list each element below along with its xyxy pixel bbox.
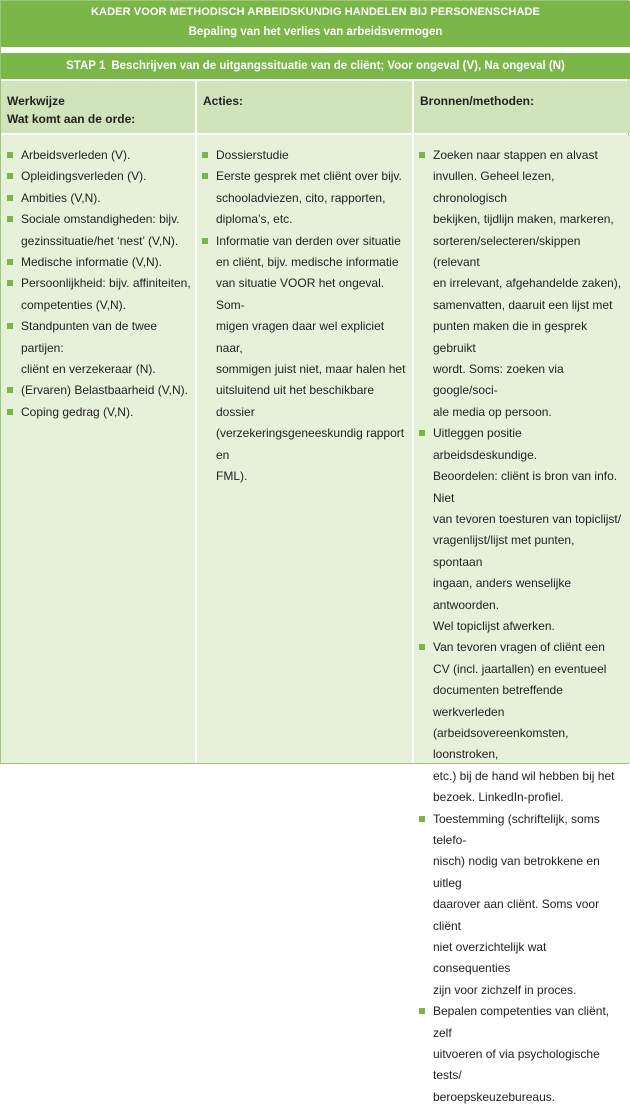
list-item-line: Arbeidsverleden (V). bbox=[21, 148, 131, 162]
list-item-line: Wel topiclijst afwerken. bbox=[433, 618, 555, 633]
bronnen-list bbox=[419, 145, 626, 1108]
list-item-line: ale media op persoon. bbox=[433, 404, 552, 419]
column-header-bronnen bbox=[414, 81, 630, 133]
column-body-werkwijze bbox=[1, 135, 195, 763]
bullet-square-icon bbox=[419, 644, 425, 650]
step-number: STAP 1 bbox=[66, 60, 106, 72]
column-body-bronnen bbox=[414, 135, 630, 1104]
list-item-line: Eerste gesprek met cliënt over bijv. bbox=[216, 169, 402, 184]
list-item-line: bezoek. LinkedIn-profiel. bbox=[433, 790, 564, 805]
list-item-line: en irrelevant, afgehandelde zaken), bbox=[433, 276, 622, 291]
list-item bbox=[7, 145, 191, 166]
list-item bbox=[7, 273, 191, 316]
bronnen-heading: Bronnen/methoden: bbox=[420, 94, 534, 108]
list-item-line: Uitleggen positie arbeidsdeskundige. bbox=[433, 426, 538, 462]
list-item-line: zijn voor zichzelf in proces. bbox=[433, 982, 577, 997]
column-divider bbox=[412, 81, 414, 763]
table-subtitle: Bepaling van het verlies van arbeidsvermogen bbox=[188, 26, 443, 38]
list-item-line: Ambities (V,N). bbox=[21, 190, 101, 205]
bullet-square-icon bbox=[419, 1008, 425, 1014]
table-header bbox=[1, 1, 630, 47]
list-item-line: cliënt en verzekeraar (N). bbox=[21, 362, 156, 377]
list-item bbox=[7, 380, 191, 401]
list-item bbox=[7, 252, 191, 273]
column-divider bbox=[195, 81, 197, 763]
list-item-line: niet overzichtelijk wat consequenties bbox=[433, 940, 547, 976]
list-item bbox=[202, 231, 408, 488]
list-item bbox=[202, 166, 408, 230]
list-item bbox=[419, 809, 626, 1002]
list-item-line: en cliënt, bijv. medische informatie bbox=[216, 255, 399, 270]
bullet-square-icon bbox=[419, 152, 425, 158]
list-item-line: Informatie van derden over situatie bbox=[216, 233, 401, 248]
list-item-line: schooladviezen, cito, rapporten, bbox=[216, 190, 386, 205]
list-item-line: competenties (V,N). bbox=[21, 297, 126, 312]
bullet-square-icon bbox=[419, 430, 425, 436]
column-header-werkwijze bbox=[1, 81, 195, 133]
list-item-line: migen vragen daar wel expliciet naar, bbox=[216, 319, 385, 355]
list-item-line: ingaan, anders wenselijke antwoorden. bbox=[433, 576, 572, 612]
werkwijze-list bbox=[7, 145, 191, 423]
list-item-line: daarover aan cliënt. Soms voor cliënt bbox=[433, 897, 600, 933]
list-item bbox=[419, 423, 626, 637]
list-item bbox=[419, 1001, 626, 1108]
list-item bbox=[7, 166, 191, 187]
list-item-line: uitsluitend uit het beschikbare dossier bbox=[216, 383, 375, 419]
list-item-line: uitvoeren of via psychologische tests/ bbox=[433, 1047, 600, 1083]
bullet-square-icon bbox=[7, 280, 13, 286]
bullet-square-icon bbox=[202, 152, 208, 158]
list-item-line: van situatie VOOR het ongeval. Som- bbox=[216, 276, 385, 312]
list-item bbox=[7, 402, 191, 423]
acties-list bbox=[202, 145, 408, 488]
list-item-line: Beoordelen: cliënt is bron van info. Niet bbox=[433, 469, 618, 505]
list-item-line: invullen. Geheel lezen, chronologisch bbox=[433, 169, 555, 205]
bullet-square-icon bbox=[7, 216, 13, 222]
step-title: Beschrijven van de uitgangssituatie van de cliënt; Voor ongeval (V), Na ongeval (N) bbox=[111, 60, 565, 72]
list-item-line: beroepskeuzebureaus. bbox=[433, 1089, 556, 1104]
list-item-line: vragenlijst/lijst met punten, spontaan bbox=[433, 533, 575, 569]
list-item-line: etc.) bij de hand wil hebben bij het bbox=[433, 768, 615, 783]
bullet-square-icon bbox=[202, 173, 208, 179]
bullet-square-icon bbox=[7, 173, 13, 179]
table-title: KADER VOOR METHODISCH ARBEIDSKUNDIG HANDELEN BIJ PERSONENSCHADE bbox=[91, 6, 540, 18]
bullet-square-icon bbox=[7, 152, 13, 158]
list-item-line: (arbeidsovereenkomsten, loonstroken, bbox=[433, 725, 569, 762]
list-item-line: wordt. Soms: zoeken via google/soci- bbox=[433, 362, 564, 398]
list-item bbox=[7, 316, 191, 380]
list-item bbox=[419, 637, 626, 808]
list-item-line: Toestemming (schriftelijk, soms telefo- bbox=[433, 811, 600, 847]
bullet-square-icon bbox=[7, 259, 13, 265]
list-item-line: van tevoren toesturen van topiclijst/ bbox=[433, 511, 622, 526]
list-item-line: sommigen juist niet, maar halen het bbox=[216, 362, 406, 377]
list-item-line: Sociale omstandigheden: bijv. bbox=[21, 212, 180, 227]
list-item-line: Standpunten van de twee partijen: bbox=[21, 319, 158, 355]
list-item-line: nisch) nodig van betrokkene en uitleg bbox=[433, 854, 600, 890]
list-item-line: Dossierstudie bbox=[216, 148, 289, 162]
bullet-square-icon bbox=[7, 195, 13, 201]
list-item bbox=[419, 145, 626, 423]
bullet-square-icon bbox=[7, 323, 13, 329]
list-item-line: Zoeken naar stappen en alvast bbox=[433, 148, 598, 162]
acties-heading: Acties: bbox=[203, 94, 244, 108]
bullet-square-icon bbox=[202, 238, 208, 244]
list-item-line: CV (incl. jaartallen) en eventueel bbox=[433, 661, 607, 676]
list-item-line: sorteren/selecteren/skippen (relevant bbox=[433, 233, 581, 270]
step-banner bbox=[1, 53, 630, 79]
bullet-square-icon bbox=[7, 409, 13, 415]
list-item-line: Coping gedrag (V,N). bbox=[21, 404, 134, 419]
list-item-line: bekijken, tijdlijn maken, markeren, bbox=[433, 212, 614, 227]
list-item-line: (Ervaren) Belastbaarheid (V,N). bbox=[21, 383, 188, 398]
list-item bbox=[7, 209, 191, 252]
bullet-square-icon bbox=[419, 816, 425, 822]
bullet-square-icon bbox=[7, 387, 13, 393]
list-item-line: Medische informatie (V,N). bbox=[21, 255, 162, 270]
werkwijze-heading: Werkwijze bbox=[7, 94, 65, 108]
list-item-line: Opleidingsverleden (V). bbox=[21, 169, 147, 184]
list-item-line: gezinssituatie/het ‘nest’ (V,N). bbox=[21, 233, 179, 248]
column-body-acties bbox=[197, 135, 412, 763]
list-item-line: FML). bbox=[216, 469, 248, 484]
list-item-line: Van tevoren vragen of cliënt een bbox=[433, 640, 605, 655]
column-header-acties bbox=[197, 81, 412, 133]
list-item-line: documenten betreffende werkverleden bbox=[433, 683, 563, 719]
list-item-line: (verzekeringsgeneeskundig rapport en bbox=[216, 426, 405, 462]
list-item-line: diploma’s, etc. bbox=[216, 212, 293, 227]
list-item-line: samenvatten, daaruit een lijst met bbox=[433, 297, 613, 312]
list-item-line: Bepalen competenties van cliënt, zelf bbox=[433, 1004, 610, 1040]
list-item bbox=[7, 188, 191, 209]
list-item-line: punten maken die in gesprek gebruikt bbox=[433, 319, 588, 355]
werkwijze-subheading: Wat komt aan de orde: bbox=[7, 112, 136, 126]
list-item bbox=[202, 145, 408, 166]
list-item-line: Persoonlijkheid: bijv. affiniteiten, bbox=[21, 276, 191, 291]
